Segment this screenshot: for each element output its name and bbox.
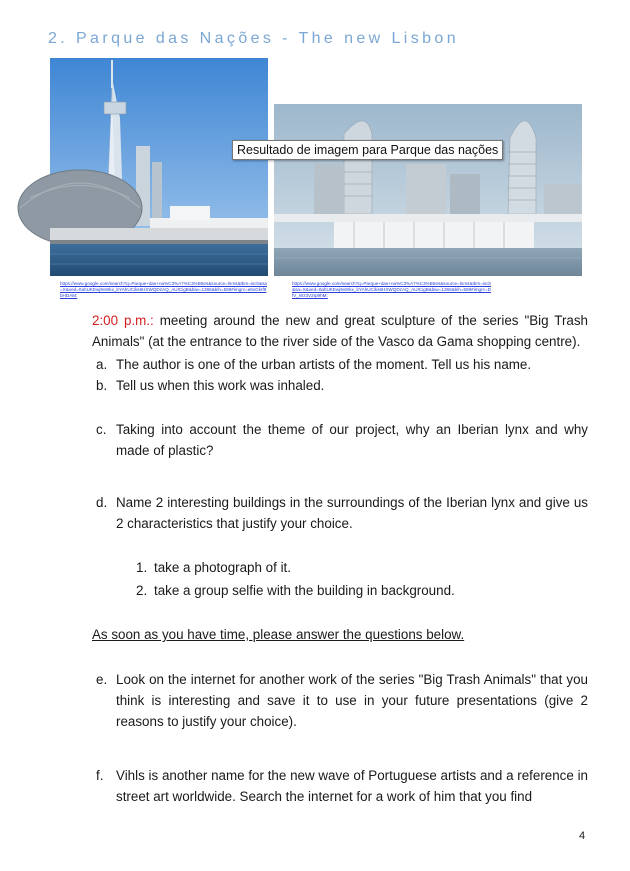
meeting-time: 2:00 p.m.: xyxy=(92,313,154,328)
question-marker: c. xyxy=(96,422,107,437)
question-marker: b. xyxy=(96,378,108,393)
question-marker: d. xyxy=(96,495,108,510)
question-text: Vihls is another name for the new wave of Portuguese artists and a reference in street art worldwide. Search the internet for a work of him that you find xyxy=(116,768,588,804)
question-d xyxy=(96,492,588,534)
subitem-marker: 2. xyxy=(136,583,148,598)
subitem-1 xyxy=(136,557,576,578)
parque-das-nacoes-photo-tower[interactable] xyxy=(50,58,268,276)
question-b xyxy=(96,375,588,396)
question-f xyxy=(96,765,588,807)
question-e xyxy=(96,669,588,732)
question-text: Name 2 interesting buildings in the surroundings of the Iberian lynx and give us 2 characteristics that justify your choice. xyxy=(116,495,588,531)
intro-paragraph xyxy=(92,310,588,352)
page-number: 4 xyxy=(579,830,586,842)
question-c xyxy=(96,419,588,461)
intro-text: meeting around the new and great sculpture of the series "Big Trash Animals" (at the entrance to the river side of the Vasco da Gama shopping centre). xyxy=(92,313,589,349)
question-a xyxy=(96,354,588,375)
image-tooltip: Resultado de imagem para Parque das nações xyxy=(232,140,503,160)
question-text: Look on the internet for another work of the series "Big Trash Animals" that you think is interesting and save it to use in your future presentations (give 2 reasons to justify your choice). xyxy=(116,672,588,729)
question-text: Taking into account the theme of our project, why an Iberian lynx and why made of plastic? xyxy=(116,422,588,458)
question-marker: f. xyxy=(96,768,104,783)
section-heading: 2. Parque das Nações - The new Lisbon xyxy=(48,30,460,47)
question-marker: a. xyxy=(96,357,108,372)
image-source-link-left[interactable]: https://www.google.com/search?q=Parque+das+na%C3%A7%C3%B5es&source=lnms&tbm=isch&sa=X&ved=0ahUKEwj9v9rkx_bYAhUCiks6HXWQDzAQ_AUICigB&biw=1366&bih=599#imgrc=e6xGkrf9bHDAM: xyxy=(60,281,267,298)
image-source-link-right[interactable]: https://www.google.com/search?q=Parque+das+na%C3%A7%C3%B5es&source=lnms&tbm=isch&sa=X&ved=0ahUKEwj9v9rkx_bYAhUCiks6HXWQDzAQ_AUICigB&biw=1366&bih=599#imgrc=DfV_Wz3V2Ip9hM: xyxy=(292,281,492,298)
subitem-marker: 1. xyxy=(136,560,148,575)
question-text: The author is one of the urban artists of the moment. Tell us his name. xyxy=(116,357,532,372)
subitem-2 xyxy=(136,580,576,601)
subitem-text: take a group selfie with the building in background. xyxy=(154,583,455,598)
question-text: Tell us when this work was inhaled. xyxy=(116,378,325,393)
parque-das-nacoes-photo-towers[interactable] xyxy=(274,104,582,276)
subitem-text: take a photograph of it. xyxy=(154,560,291,575)
instruction-note: As soon as you have time, please answer the questions below. xyxy=(92,627,465,642)
question-marker: e. xyxy=(96,672,108,687)
